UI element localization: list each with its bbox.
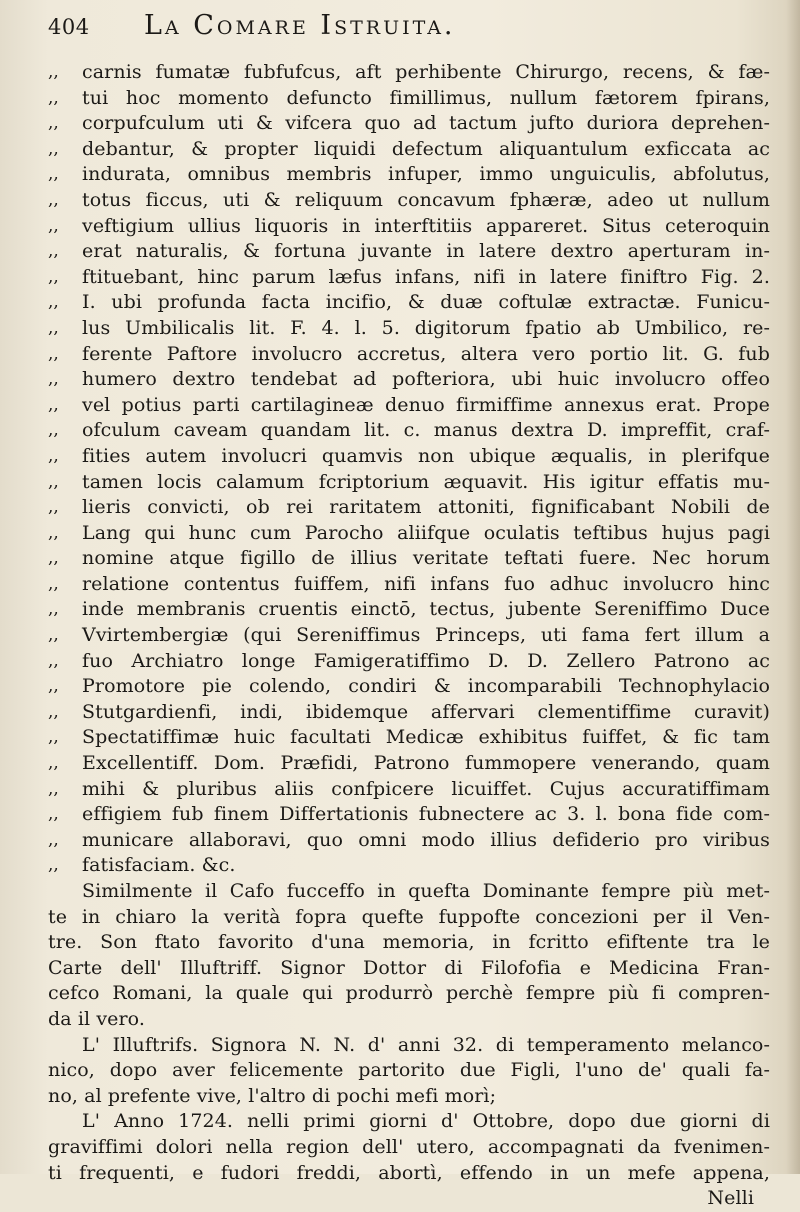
quote-mark: ,, [48,292,59,313]
page-number: 404 [48,15,90,39]
quoted-line: ,, totus ficcus, uti & reliquum concavum fphæræ, adeo ut nullum [48,188,770,214]
quoted-line: ,, tamen locis calamum fcriptorium æquavit. His igitur effatis mu- [48,470,770,496]
text-line: L' Anno 1724. nelli primi giorni d' Ottobre, dopo due giorni di [82,1110,770,1133]
text-line: Carte dell' Illuftriff. Signor Dottor di Filofofia e Medicina Fran- [48,956,770,979]
quoted-line: ,, inde membranis cruentis einctō, tectus, jubente Sereniffimo Duce [48,597,770,623]
quoted-line: ,, municare allaboravi, quo omni modo illius defiderio pro viribus [48,828,770,854]
quoted-line: ,, Vvirtembergiæ (qui Sereniffimus Princeps, uti fama fert illum a [48,623,770,649]
quote-mark: ,, [48,241,59,262]
text-line: nico, dopo aver felicemente partorito due Figli, l'uno de' quali fa- [48,1059,770,1082]
text-block [48,60,770,1212]
text-line: Similmente il Cafo fucceffo in quefta Dominante fempre più met- [82,880,770,902]
quoted-line: ,, veftigium ullius liquoris in interftitiis appareret. Situs ceteroquin [48,214,770,240]
quoted-line: ,, fuo Archiatro longe Famigeratiffimo D. D. Zellero Patrono ac [48,649,770,675]
quote-mark: ,, [48,215,59,236]
quote-mark: ,, [48,727,59,748]
text-line: te in chiaro la verità fopra quefte fuppofte concezioni per il Ven- [48,905,770,928]
quoted-line: ,, I. ubi profunda facta incifio, & duæ coftulæ extractæ. Funicu- [48,290,770,316]
quote-mark: ,, [48,471,59,492]
quoted-line: ,, debantur, & propter liquidi defectum aliquantulum exficcata ac [48,137,770,163]
quote-mark: ,, [48,522,59,543]
text-line: da il vero. [48,1007,146,1030]
quoted-line: ,, lus Umbilicalis lit. F. 4. l. 5. digitorum fpatio ab Umbilico, re- [48,316,770,342]
quote-mark: ,, [48,394,59,415]
quote-mark: ,, [48,164,59,185]
text-line: L' Illuftrifs. Signora N. N. d' anni 32. di temperamento melanco- [82,1033,770,1056]
quote-mark: ,, [48,317,59,338]
quoted-line: ,, erat naturalis, & fortuna juvante in latere dextro aperturam in- [48,239,770,265]
paragraph [48,1109,770,1186]
quoted-line: ,, indurata, omnibus membris infuper, immo unguiculis, abfolutus, [48,162,770,188]
catchword-line [48,1186,770,1212]
quoted-line: ,, carnis fumatæ fubfufcus, aft perhibente Chirurgo, recens, & fæ- [48,60,770,86]
quoted-line: ,, fatisfaciam. &c. [48,853,770,879]
quote-mark: ,, [48,650,59,671]
text-line: no, al prefente vive, l'altro di pochi mefi morì; [48,1084,497,1107]
quote-mark: ,, [48,829,59,850]
quoted-line: ,, ofculum caveam quandam lit. c. manus dextra D. impreffit, craf- [48,418,770,444]
running-title: La Comare Istruita. [144,10,456,41]
paragraph [48,879,770,1033]
quoted-line: ,, corpufculum uti & vifcera quo ad tactum jufto duriora deprehen- [48,111,770,137]
quoted-line: ,, effigiem fub finem Differtationis fubnectere ac 3. l. bona fide com- [48,802,770,828]
quoted-line: ,, Stutgardienfi, indi, ibidemque affervari clementiffime curavit) [48,700,770,726]
quoted-line: ,, lieris convicti, ob rei raritatem attoniti, fignificabant Nobili de [48,495,770,521]
quoted-line: ,, Spectatiffimæ huic facultati Medicæ exhibitus fuiffet, & fic tam [48,725,770,751]
quote-mark: ,, [48,369,59,390]
quoted-line: ,, nomine atque figillo de illius veritate teftati fuere. Nec horum [48,546,770,572]
quote-mark: ,, [48,548,59,569]
text-line: graviffimi dolori nella region dell' utero, accompagnati da fvenimen- [48,1135,770,1158]
quoted-line: ,, Lang qui hunc cum Parocho aliifque oculatis teftibus hujus pagi [48,521,770,547]
quote-mark: ,, [48,599,59,620]
quote-mark: ,, [48,497,59,518]
quoted-line: ,, fities autem involucri quamvis non ubique æqualis, in plerifque [48,444,770,470]
quoted-line: ,, tui hoc momento defuncto fimillimus, nullum fætorem fpirans, [48,86,770,112]
quote-mark: ,, [48,701,59,722]
quoted-line: ,, ferente Paftore involucro accretus, altera vero portio lit. G. fub [48,342,770,368]
quote-mark: ,, [48,753,59,774]
quote-mark: ,, [48,420,59,441]
quoted-line: ,, humero dextro tendebat ad pofteriora, ubi huic involucro offeo [48,367,770,393]
quote-mark: ,, [48,625,59,646]
text-line: cefco Romani, la quale qui produrrò perchè fempre più fi compren- [48,982,770,1005]
quoted-line: ,, vel potius parti cartilagineæ denuo firmiffime annexus erat. Prope [48,393,770,419]
quote-mark: ,, [48,676,59,697]
quote-mark: ,, [48,804,59,825]
text-line: ti frequenti, e fudori freddi, abortì, effendo in un mefe appena, [48,1161,770,1184]
quote-mark: ,, [48,87,59,108]
quoted-line: ,, Excellentiff. Dom. Præfidi, Patrono fummopere venerando, quam [48,751,770,777]
text-line: tre. Son ftato favorito d'una memoria, in fcritto efiftente tra le [48,931,770,954]
catchword: Nelli [707,1187,754,1210]
quoted-line: ,, Promotore pie colendo, condiri & incomparabili Technophylacio [48,674,770,700]
quote-mark: ,, [48,113,59,134]
quote-mark: ,, [48,343,59,364]
quote-mark: ,, [48,855,59,876]
page-edge-shadow [786,0,800,1174]
quote-mark: ,, [48,189,59,210]
quote-mark: ,, [48,138,59,159]
quote-mark: ,, [48,445,59,466]
quote-mark: ,, [48,62,59,82]
quoted-line: ,, mihi & pluribus aliis confpicere licuiffet. Cujus accuratiffimam [48,777,770,803]
quoted-line: ,, ftituebant, hinc parum læfus infans, nifi in latere finiftro Fig. 2. [48,265,770,291]
quote-mark: ,, [48,266,59,287]
page-header [48,10,648,50]
quote-mark: ,, [48,778,59,799]
quoted-passage [48,60,770,879]
quote-mark: ,, [48,573,59,594]
quoted-line: ,, relatione contentus fuiffem, nifi infans fuo adhuc involucro hinc [48,572,770,598]
paragraph [48,1033,770,1110]
